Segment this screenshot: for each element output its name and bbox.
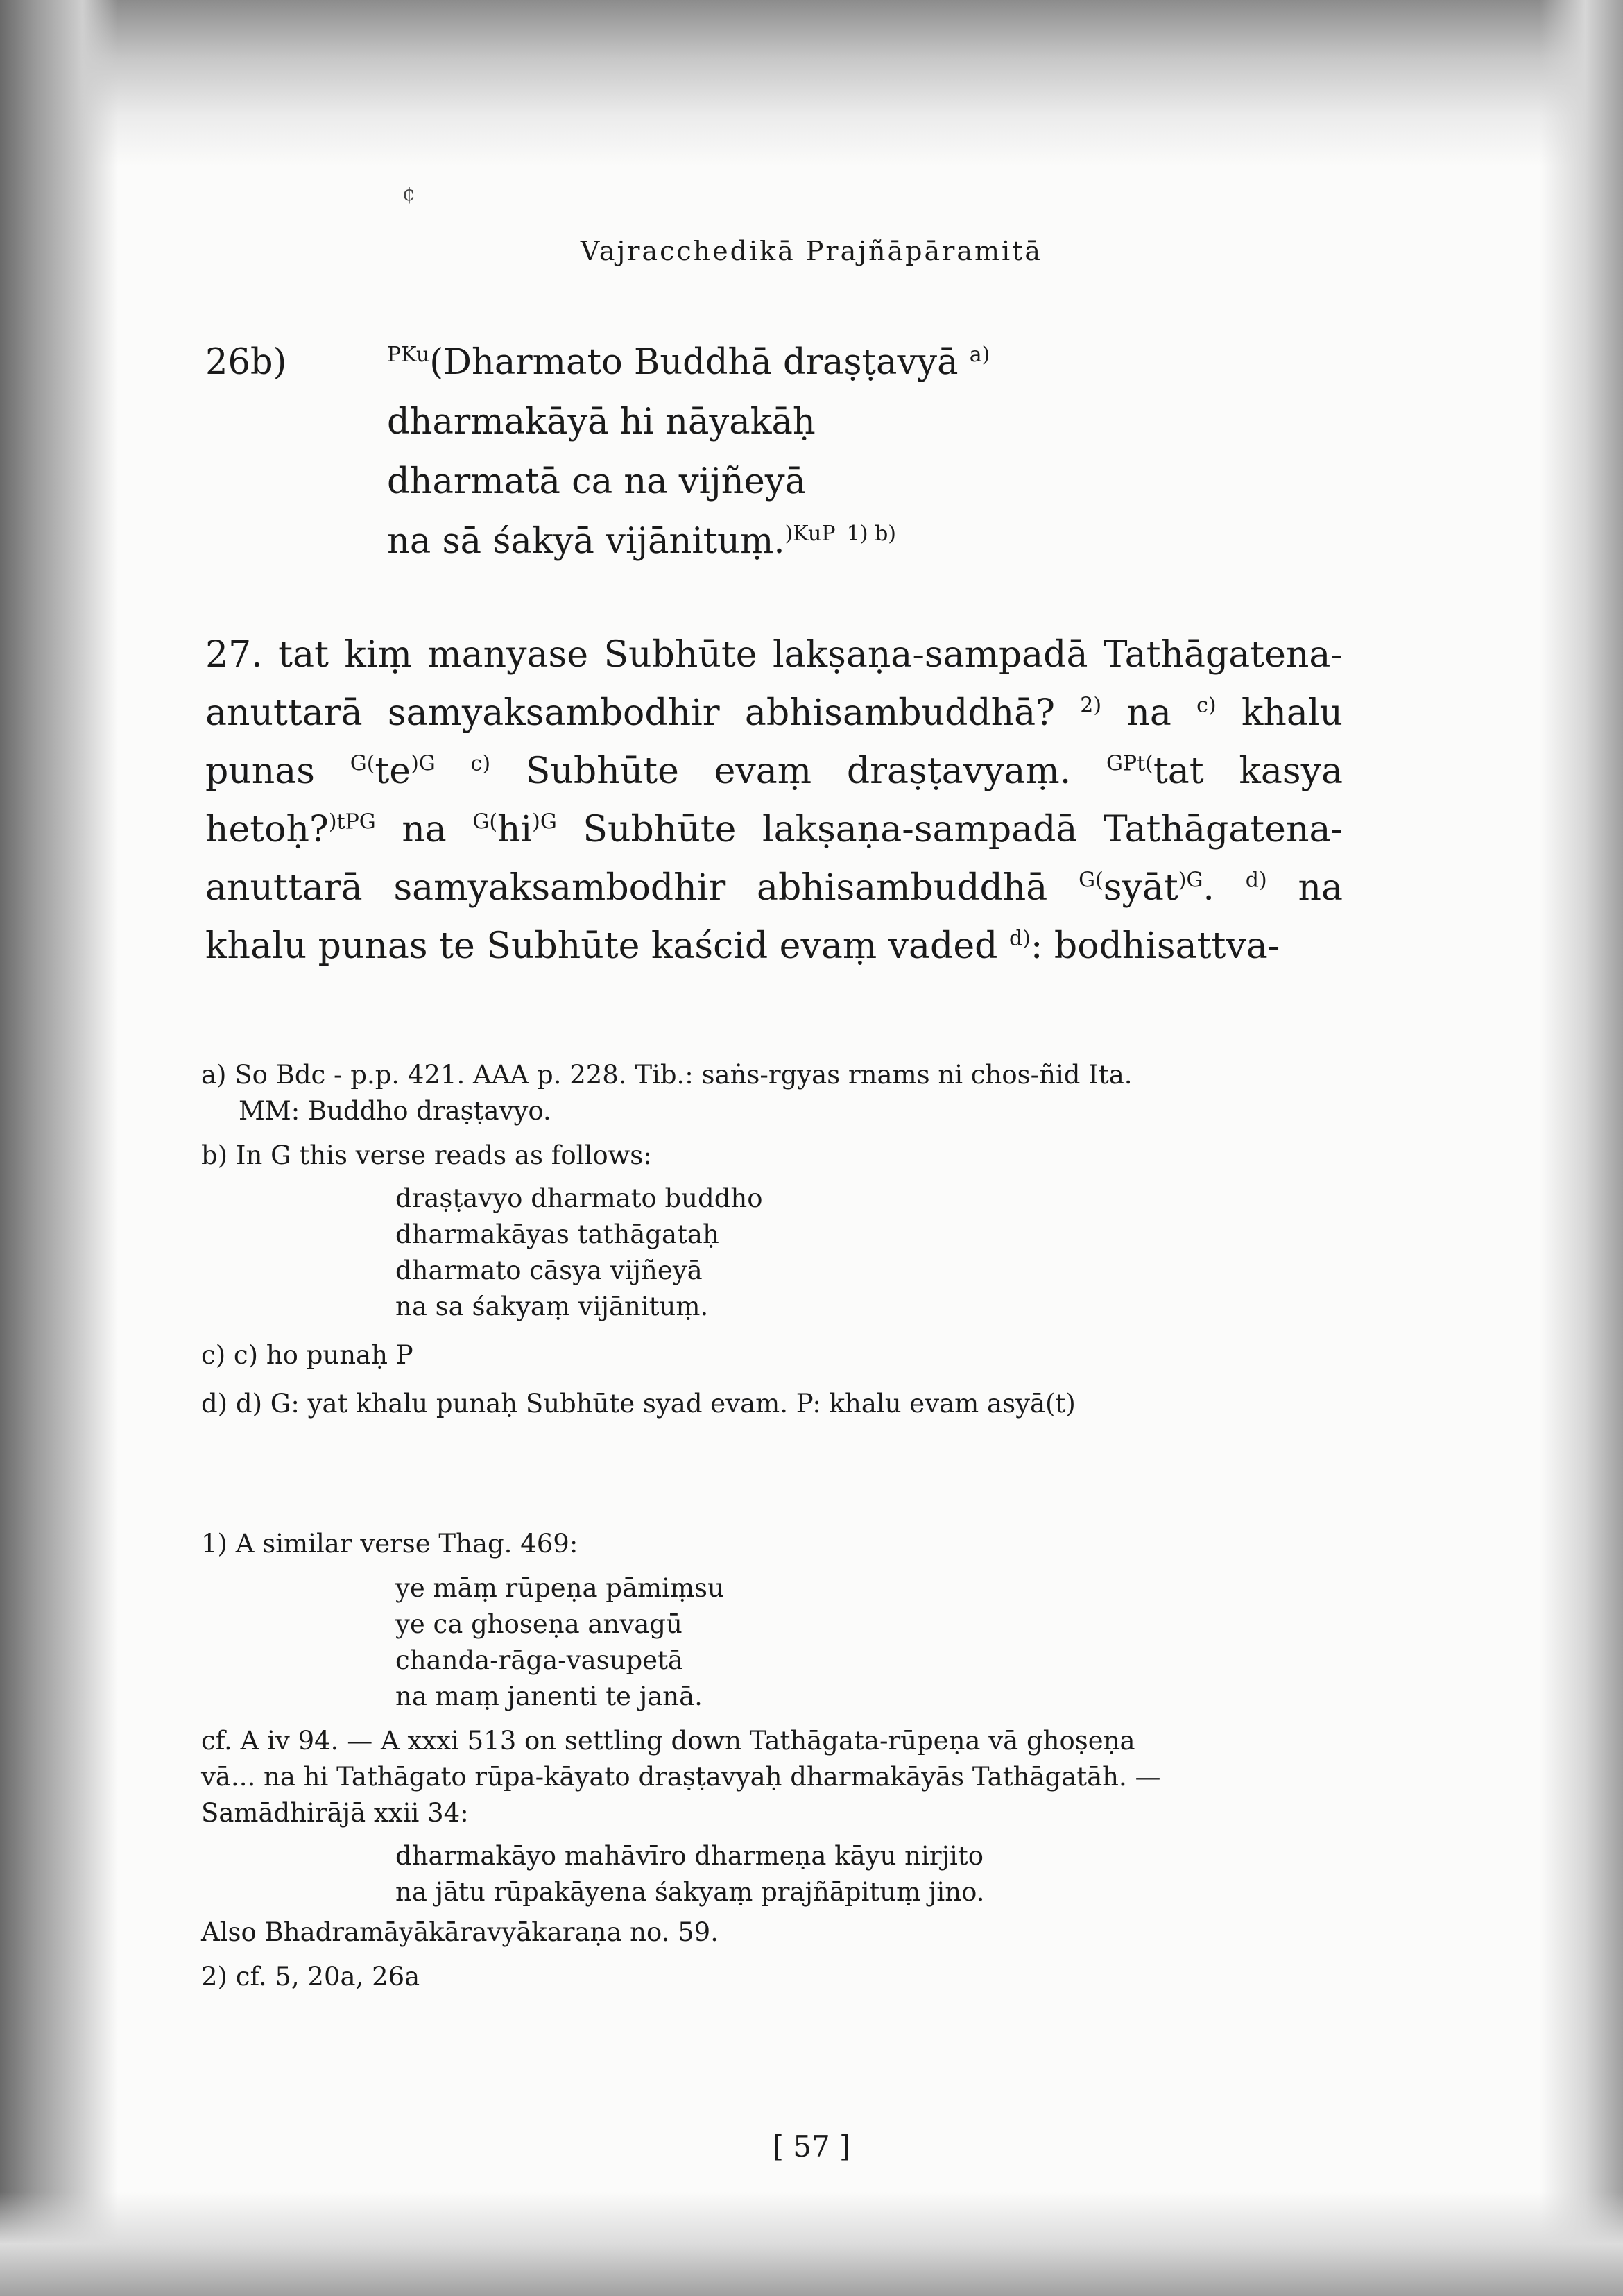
scan-shadow-left: [0, 0, 118, 2296]
running-head: Vajracchedikā Prajñāpāramitā: [580, 236, 1043, 266]
apparatus-notes: [201, 1057, 1133, 1422]
main-sup: c): [470, 751, 491, 776]
stray-mark: ¢: [402, 182, 416, 206]
verse-label: 26b): [205, 342, 287, 383]
main-text: te: [375, 751, 411, 792]
scan-shadow-bottom: [0, 2192, 1623, 2296]
footnote-2: 2) cf. 5, 20a, 26a: [201, 1962, 420, 1991]
main-text: na: [1126, 692, 1171, 734]
footnote-1-cf-cont: vā... na hi Tathāgato rūpa-kāyato draṣṭavyaḥ dharmakāyās Tathāgatāh. —: [201, 1762, 1161, 1792]
main-sup: G(: [1079, 868, 1104, 893]
main-text: na: [402, 809, 447, 850]
footnote-1-samadhiraja: Samādhirājā xxii 34:: [201, 1798, 469, 1828]
footnote-1-verse-3: chanda-rāga-vasupetā: [395, 1645, 683, 1675]
main-sup: )G: [532, 809, 557, 834]
footnote-1-verse-1: ye māṃ rūpeṇa pāmiṃsu: [395, 1573, 724, 1603]
main-sup: GPt(: [1106, 751, 1153, 776]
main-text: khalu punas: [205, 692, 1343, 792]
verse-text-4: na sā śakyā vijānituṃ.: [387, 521, 785, 562]
scan-shadow-top: [0, 0, 1623, 166]
main-sup: G(: [472, 809, 498, 834]
main-text: tat kasya hetoḥ?: [205, 751, 1343, 850]
main-text: hi: [497, 809, 533, 850]
verse-text-1: (Dharmato Buddhā draṣṭavyā: [429, 342, 959, 383]
main-sup: )tPG: [328, 809, 376, 834]
verse-sup-refs: 1) b): [846, 522, 897, 546]
verse-26b: [205, 333, 990, 572]
main-text: .: [1203, 867, 1214, 909]
main-sup: c): [1196, 693, 1217, 718]
main-sup: )G: [1178, 868, 1203, 893]
note-b-verse-4: na sa śakyaṃ vijānituṃ.: [395, 1292, 709, 1321]
verse-sup-end: )KuP: [784, 522, 836, 546]
note-b-verse-1: draṣṭavyo dharmato buddho: [395, 1183, 763, 1213]
main-text: : bodhisattva-: [1030, 925, 1280, 967]
footnote-1-verse-2: ye ca ghoseṇa anvagū: [395, 1609, 682, 1639]
note-c: c) c) ho punaḥ P: [201, 1340, 413, 1370]
verse-sup-open: PKu: [387, 343, 430, 367]
main-sup: d): [1008, 926, 1031, 951]
footnote-1-verse-5: dharmakāyo mahāvīro dharmeṇa kāyu nirjito: [395, 1841, 984, 1871]
footnote-1-also: Also Bhadramāyākāravyākaraṇa no. 59.: [201, 1917, 719, 1947]
verse-sup-a: a): [969, 343, 990, 367]
note-a: a) So Bdc - p.p. 421. AAA p. 228. Tib.: saṅs-rgyas rnams ni chos-ñid Ita.: [201, 1060, 1133, 1090]
footnote-1-cf: cf. A iv 94. — A xxxi 513 on settling down Tathāgata-rūpeṇa vā ghoṣeṇa: [201, 1726, 1135, 1756]
main-sup: d): [1245, 868, 1267, 893]
footnotes: [201, 1526, 1161, 1995]
main-paragraph-27: [205, 626, 1343, 975]
page-number: [ 57 ]: [772, 2130, 851, 2164]
verse-line-2: dharmakāyā hi nāyakāḥ: [387, 402, 816, 443]
main-text: 27. tat kiṃ manyase Subhūte lakṣaṇa-sampadā Tathāgatena-anuttarā samyaksambodhir abhisambuddhā?: [205, 634, 1343, 734]
main-sup: G(: [350, 751, 375, 776]
note-b-verse-3: dharmato cāsya vijñeyā: [395, 1256, 703, 1285]
note-d: d) d) G: yat khalu punaḥ Subhūte syad evam. P: khalu evam asyā(t): [201, 1389, 1076, 1419]
note-b: b) In G this verse reads as follows:: [201, 1140, 652, 1170]
note-b-verse-2: dharmakāyas tathāgataḥ: [395, 1219, 719, 1249]
main-sup: )G: [411, 751, 436, 776]
scan-shadow-right: [1540, 0, 1623, 2296]
main-text: na khalu punas te Subhūte kaścid evaṃ vaded: [205, 867, 1343, 967]
main-sup: 2): [1080, 693, 1102, 718]
verse-line-4: [205, 512, 990, 572]
main-text: syāt: [1103, 867, 1178, 909]
footnote-1: 1) A similar verse Thag. 469:: [201, 1529, 578, 1559]
footnote-1-verse-4: na maṃ janenti te janā.: [395, 1681, 703, 1711]
note-a-cont: MM: Buddho draṣṭavyo.: [239, 1096, 551, 1126]
main-text: Subhūte evaṃ draṣṭavyaṃ.: [525, 751, 1072, 792]
main-text: Subhūte lakṣaṇa-sampadā Tathāgatena-anuttarā samyaksambodhir abhisambuddhā: [205, 809, 1343, 909]
footnote-1-verse-6: na jātu rūpakāyena śakyaṃ prajñāpituṃ jino.: [395, 1877, 985, 1907]
verse-line-1: [205, 333, 990, 393]
verse-line-3: dharmatā ca na vijñeyā: [387, 461, 806, 502]
